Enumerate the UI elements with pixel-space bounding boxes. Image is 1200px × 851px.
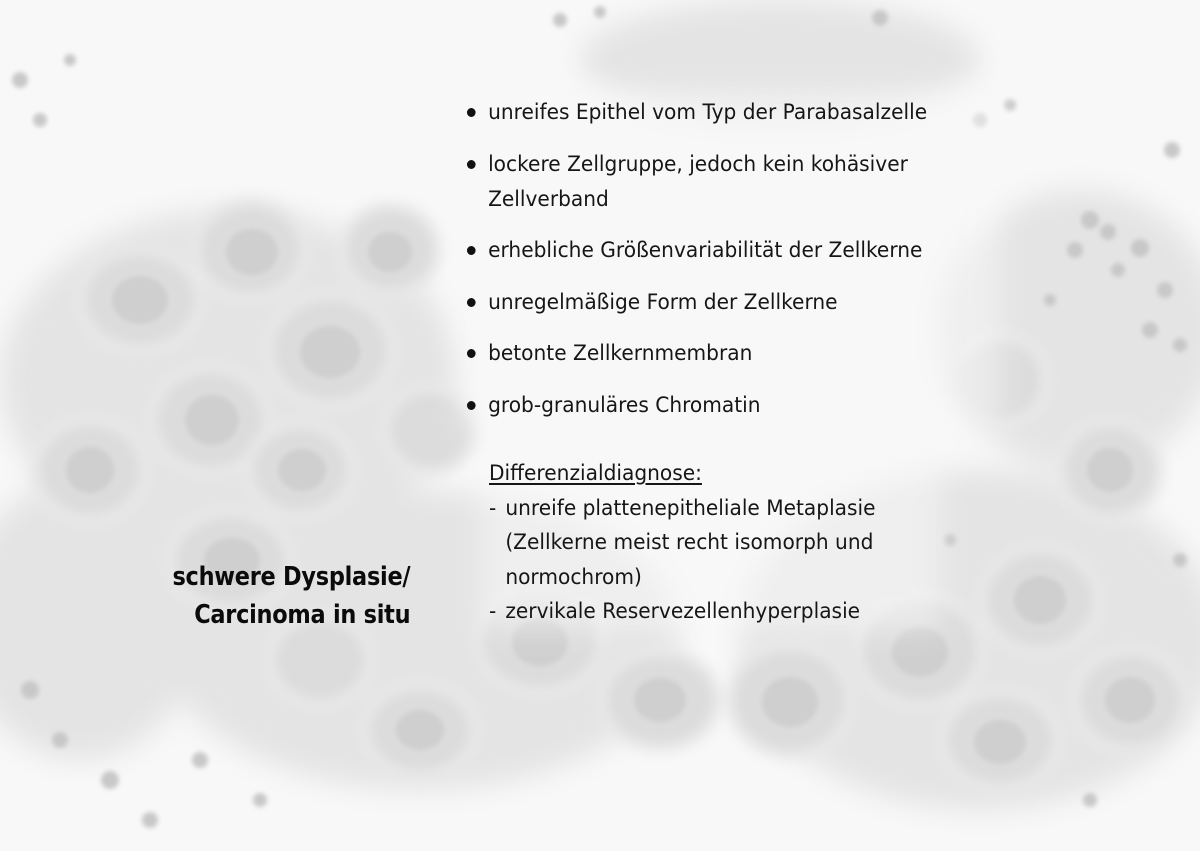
list-item-text: unreifes Epithel vom Typ der Parabasalzelle xyxy=(488,100,928,124)
list-item-text: erhebliche Größenvariabilität der Zellkerne xyxy=(488,238,923,262)
differential-item xyxy=(489,594,931,629)
list-item-text: grob-granuläres Chromatin xyxy=(488,392,761,417)
differential-item-text: zervikale Reservezellenhyperplasie xyxy=(505,599,861,623)
bullet-icon xyxy=(467,160,476,169)
list-item-text: betonte Zellkernmembran xyxy=(488,341,753,365)
title-line-1: schwere Dysplasie/ xyxy=(172,562,410,592)
bullet-icon xyxy=(467,108,476,117)
bullet-icon xyxy=(467,298,476,307)
dash-marker: - xyxy=(489,599,497,623)
dash-marker: - xyxy=(489,495,497,520)
differential-diagnosis xyxy=(489,456,931,629)
list-item-text: unregelmäßige Form der Zellkerne xyxy=(488,289,838,314)
list-item xyxy=(466,147,939,217)
bullet-icon xyxy=(467,401,476,410)
list-item xyxy=(466,95,1004,130)
findings-list xyxy=(466,95,1026,439)
list-item xyxy=(466,336,1004,371)
bullet-icon xyxy=(467,246,476,255)
list-item-text: lockere Zellgruppe, jedoch kein kohäsiver Zellverband xyxy=(488,151,908,211)
title-line-2: Carcinoma in situ xyxy=(193,600,410,630)
list-item xyxy=(466,233,1004,268)
list-item xyxy=(466,388,1004,423)
differential-item xyxy=(489,491,913,595)
differential-item-text: unreife plattenepitheliale Metaplasie (Zellkerne meist recht isomorph und normochrom) xyxy=(505,495,876,589)
list-item xyxy=(466,285,1004,320)
differential-heading: Differenzialdiagnose: xyxy=(489,461,702,485)
page-title xyxy=(172,558,410,634)
bullet-icon xyxy=(467,349,476,358)
